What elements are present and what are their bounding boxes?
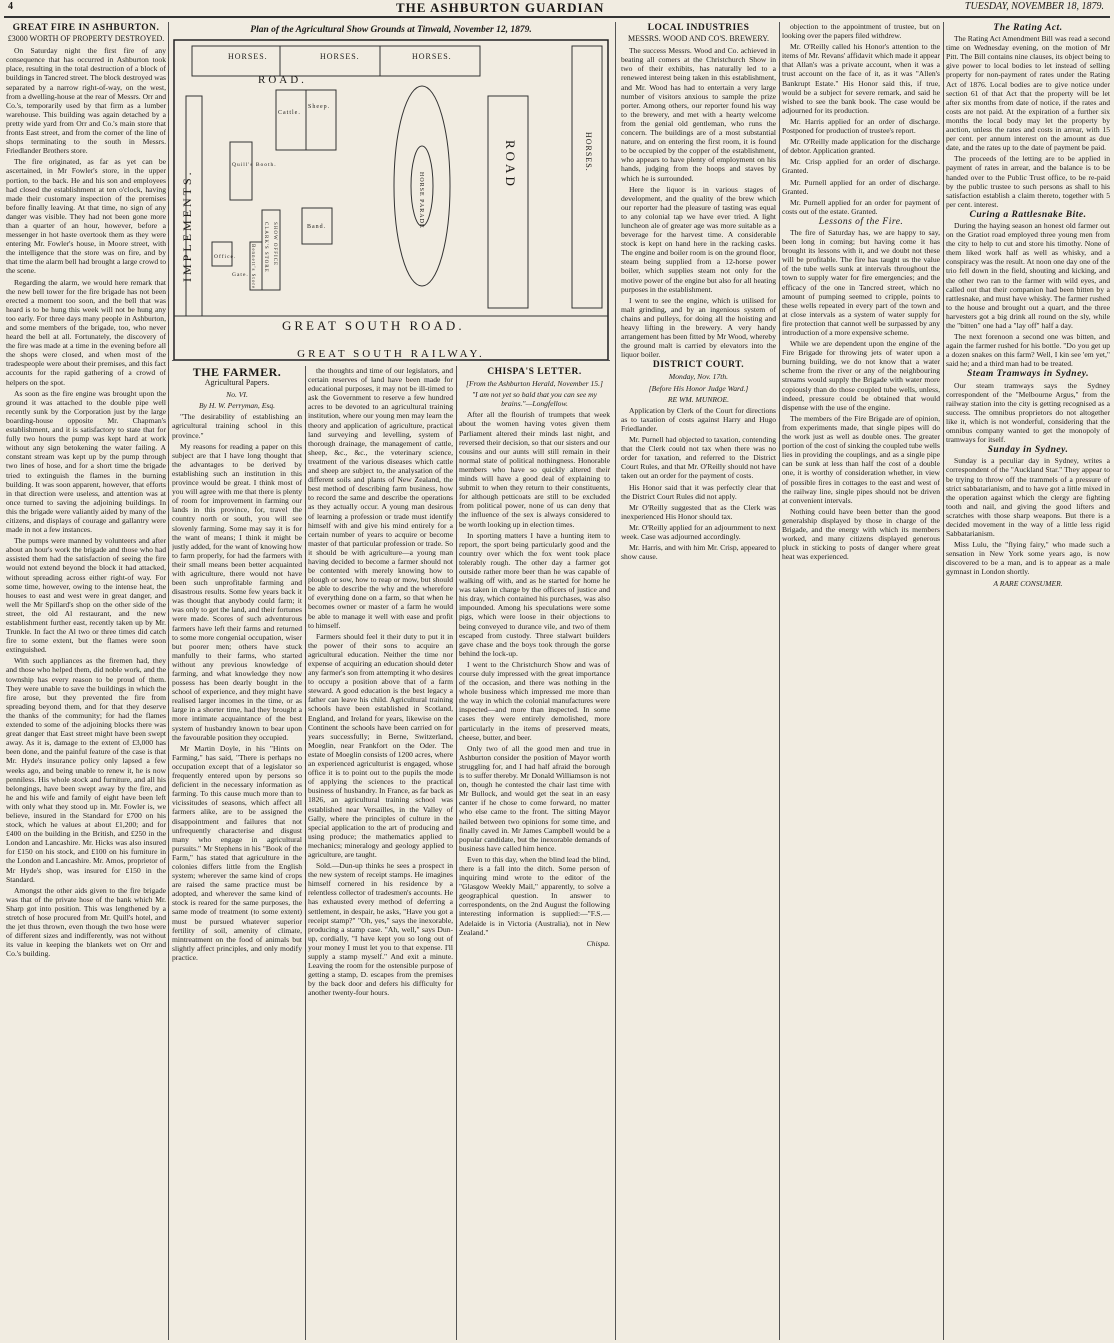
- paragraph: Application by Clerk of the Court for directions as to taxation of costs against Harry and Hugo Friedlander.: [621, 405, 776, 433]
- headline-district-court: DISTRICT COURT.: [652, 360, 745, 371]
- show-grounds-plan: [172, 22, 610, 360]
- label-horse-parade: HORSE PARADE: [418, 172, 424, 229]
- footer-note: A RARE CONSUMER.: [993, 578, 1063, 588]
- column-divider: [615, 22, 616, 1340]
- paragraph: Miss Lulu, the "flying fairy," who made such a sensation in New York some years ago, is now discovered to be a man, and is to appear as a male gymnast in London shortly.: [946, 540, 1110, 577]
- masthead-rule: [4, 16, 1110, 18]
- headline-fire: GREAT FIRE IN ASHBURTON.: [12, 23, 160, 33]
- paragraph: Mr. Purnell applied for an order for payment of costs out of the estate. Granted.: [782, 197, 940, 216]
- paragraph: Farmers should feel it their duty to put it in the power of their sons to acquire an agricultural education. Neither the time nor expense of acquiring an education should deter any farmer's son from attempting it who desires to occupy a position above that of a farm steward. A good education is the best legacy a father can leave his child. Agricultural training schools have been established in Scotland, England, and Ireland for years, likewise on the Continent the schools have been carried on for years successfully; in Berne, Switzerland, Moeglin, near Frankfort on the Oder. The estate of Moeglin consists of 1200 acres, where an experienced agriculturist is engaged, whose office it is to point out to the pupils the mode of applying the sciences to the practical business of husbandry. In France, as far back as 1826, an agricultural training school was established near Versailles, in the Valley of Gally, where the principles of culture in the special application to the art of producing and using produce; the mathematics applied to mechanics; mineralogy and geology applied to agriculture, are taught.: [308, 631, 453, 859]
- subhead-brewery: MESSRS. WOOD AND CO'S. BREWERY.: [628, 34, 769, 44]
- paragraph: The Rating Act Amendment Bill was read a second time on Wednesday evening, on the motion of Mr Pitt. The Bill contains nine clauses, its object being to give power to local bodies to let instead of selling property for non-payment of rates under the Rating Act of 1876. Local bodies are to give notice under section 61 of that Act that the property will be let after six months from date of notice, if the rates and costs are not paid. At the expiration of a further six months the local body may let the property by auction, unless the rates and costs in arrear, with 15 per cent. per annum interest on the amount as due date, and the rates up to the date of payment be paid.: [946, 34, 1110, 153]
- label-great-south-road: GREAT SOUTH ROAD.: [282, 318, 465, 333]
- paragraph: The proceeds of the letting are to be applied in payment of rates in arrear, and the balance is to be handed over to the Public Trust office, to be re-paid by the public trustee to such persons as shall to his satisfaction establish a claim thereto, together with 5 per cent. interest.: [946, 154, 1110, 209]
- paragraph: Regarding the alarm, we would here remark that the new bell tower for the fire brigade has not been erected a moment too soon, and the bell that was heard is to be hung this week will not be hung any too early. For three days many people in Ashburton, and some members of the brigade, too, who never heard the bell at all. Fortunately, the discovery of the fire was made at a time in the evening before all the shops were closed, and when most of the tradespeople were about their premises, and this fact accounts for the rapid gathering of a crowd of helpers on the spot.: [6, 277, 166, 387]
- paragraph: Mr. Purnell had objected to taxation, contending that the Clerk could not tax when there was no order for taxation, and referred to the District Court Rules, and that Mr. O'Reilly should not have taken out an order for the payment of costs.: [621, 435, 776, 481]
- court-date: Monday, Nov. 17th.: [668, 372, 729, 382]
- paragraph: While we are dependent upon the engine of the Fire Brigade for throwing jets of water upon a burning building, we do not know that a water scheme from the river or any of the neighbouring streams would supply the Brigade with water more copiously than do those coupled tube wells, unless, indeed, pressure could be obtained that would dispense with the use of the engine.: [782, 339, 940, 412]
- label-horses-2: HORSES.: [320, 52, 360, 61]
- paragraph: Even to this day, when the blind lead the blind, there is a fall into the ditch. Some person of inquiring mind wrote to the editor of the "Glasgow Weekly Mail," apparently, to solve a geographical question. In answer to correspondents, on the 2nd August the following interesting information is supplied:—"F.S.—Adelaide is in Victoria (Australia), not in New Zealand.": [459, 854, 610, 937]
- label-band: Band.: [307, 224, 327, 230]
- masthead: [4, 0, 1110, 16]
- column-divider: [943, 22, 944, 1340]
- headline-steam-tramways: Steam Tramways in Sydney.: [966, 369, 1090, 380]
- column-rating-act: [946, 22, 1110, 1340]
- label-quills-booth: Quill's Booth.: [232, 162, 277, 168]
- paragraph: Mr. O'Reilly applied for an adjournment to next week. Case was adjourned accordingly.: [621, 522, 776, 541]
- paragraph: Here the liquor is in various stages of development, and the quality of the brew which our reporter had the pleasure of tasting was equal to any colonial tap we have ever tried. A light luncheon ale of greater age was more suitable as a beverage for the harvest time. A considerable stock is kept on hand here in the racking casks. The engine and boiler room is on the ground floor, steam being supplied from a 12-horse power boiler, which supplies steam not only for the motive power of the engine but also for all heating purposes in the establishment.: [621, 184, 776, 294]
- paragraph: objection to the appointment of trustee, but on looking over the papers filed withdrew.: [782, 22, 940, 41]
- label-horses-1: HORSES.: [228, 52, 268, 61]
- paragraph: Mr. Purnell applied for an order of discharge. Granted.: [782, 177, 940, 196]
- headline-lessons-of-fire: Lessons of the Fire.: [818, 216, 904, 227]
- paragraph: The fire originated, as far as yet can be ascertained, in Mr Fowler's store, in the upper portion, to the back. He and his son and employees had closed the establishment at ten o'clock, having made their customary inspection of the premises before finally leaving. At that time, no sign of any danger was visible. They had not been gone more than a quarter of an hour, however, before a messenger in hot haste overtook them as they were entering Mr. Fowler's house, in Moore street, with the intelligence that the store was on fire, and by that time the alarm bell had brought a large crowd to the scene.: [6, 157, 166, 276]
- signoff: Chispa.: [586, 938, 610, 948]
- label-great-south-railway: GREAT SOUTH RAILWAY.: [297, 348, 485, 360]
- label-bennetts-store: Bennett's Store.: [250, 244, 255, 292]
- page-number: 4: [8, 1, 13, 12]
- paper-number: No. VI.: [226, 390, 248, 400]
- column-chispa: [459, 366, 610, 1340]
- paragraph: As soon as the fire engine was brought upon the ground it was attached to the double pipe well recently sunk by the Corporation just by the large boarding-house opposite Mr. Chapman's establishment, and it is satisfactory to state that for fully two hours the pump was kept hard at work without any sign betokening the water failing. A constant stream was kept up by the pump through two lines of hose, and for a short time the brigade tried to extinguish the flames in the burning building. It was soon apparent, however, that efforts in that direction were useless, and attention was at once turned to saving the adjoining buildings. In this the brigade were valiantly aided by many of the citizens, and displays of courage and gallantry were made in not a few instances.: [6, 388, 166, 535]
- label-office: Office.: [214, 254, 237, 260]
- column-divider: [456, 366, 457, 1340]
- byline: By H. W. Perryman, Esq.: [198, 401, 276, 411]
- label-horses-vertical: HORSES.: [584, 132, 593, 172]
- label-show-office: SHOW OFFICE: [272, 222, 277, 267]
- paragraph: Only two of all the good men and true in Ashburton consider the position of Mayor worth struggling for, and I had half afraid the borough is to suffer thereby. Mr Donald Williamson is not on, though he contested the chair last time with Mr Bullock, and would get the seat in an easy canter if he chose to come forward, no matter who else came to the front. The sitting Mayor hailed between two opinions for some time, and finally caved in. Mr James Campbell would be a popular candidate, but the inexorable demands of business have called him hence.: [459, 743, 610, 853]
- paper-name: THE ASHBURTON GUARDIAN: [396, 0, 605, 15]
- court-judge: [Before His Honor Judge Ward.]: [648, 383, 749, 393]
- label-clarks-store: CLARK'S STORE: [263, 222, 268, 273]
- paragraph: The next forenoon a second one was bitten, and again the farmer rushed for his bottle. "Do you get up a dozen snakes on this farm? Well, I kin see 'em yet," said he; and a third man had to be treated.: [946, 332, 1110, 369]
- paragraph: Amongst the other aids given to the fire brigade was that of the private hose of the bank which Mr. Sharp got into position. This was lengthened by a stretch of hose procured from Mr. Quill's hotel, and the jet thus thrown, even though the two hose were of different sizes and indifferently, was not without its value in keeping the blankets wet on Orr and Co.'s building.: [6, 885, 166, 959]
- paragraph: In sporting matters I have a hunting item to report, the sport being particularly good and the country over which the fox went took place tolerably rough. The other day a farmer got outside rather more beer than he was capable of walking off with, and as he started for home he was taken in charge by the officers of justice and his dray, which contained his purchases, was also impounded. Among his speculations were some pigs, which were loose in their objections to being conveyed to durance vile, and two of them escaped from custody. Three stalwart builders gave chase and the boys took through the gorse behind the lock-up.: [459, 530, 610, 658]
- label-horses-3: HORSES.: [412, 52, 452, 61]
- plan-title: Plan of the Agricultural Show Grounds at Tinwald, November 12, 1879.: [250, 25, 532, 35]
- paragraph: Sunday is a peculiar day in Sydney, writes a correspondent of the "Auckland Star." They appear to be trying to throw off the trammels of a pressure of strict sabbatarianism, and to have got a little mixed in the operation against which the clergy are fighting tooth and nail, and giving the good lifters and scratches with those sharp weapons. But there is a decided movement in the way of a little less rigid Sabbatarianism.: [946, 456, 1110, 539]
- headline-farmer: THE FARMER.: [192, 366, 282, 379]
- column-fire-report: [6, 22, 166, 1340]
- paragraph: On Saturday night the first fire of any consequence that has occurred in Ashburton took place, resulting in the total destruction of a block of buildings in Tancred street. The block destroyed was separated by a narrow right-of-way, on the west, from a dwelling-house at the rear of Messrs. Orr and Co.'s, temporarily used by that firm as a lumber warehouse. This building was again detached by a pretty wide yard from Orr and Co.'s main store that fronts East street, and from the corner of the line of shops terminating to the south in Messrs. Friedlander Brothers store.: [6, 46, 166, 156]
- column-divider: [168, 22, 169, 1340]
- label-implements: IMPLEMENTS.: [180, 169, 194, 282]
- column-court-and-fire-lessons: [782, 22, 940, 1340]
- source-note: [From the Ashburton Herald, November 15.]: [466, 379, 603, 389]
- paragraph: His Honor said that it was perfectly clear that the District Court Rules did not apply.: [621, 482, 776, 501]
- headline-chispa: CHISPA'S LETTER.: [487, 367, 582, 377]
- paragraph: the thoughts and time of our legislators, and certain reserves of land have been made for educational purposes, it may not be ill-timed to ask the Government to reserve a few hundred acres to be devoted to an agricultural training institution, where our young men may learn the theory and application of agriculture, practical land surveying and levelling, system of thorough drainage, the management of cattle, sheep, &c., &c., the veterinary science, treatment of the various diseases which cattle and sheep are subject to, the analysation of the different soils and plants of New Zealand, the best method of describing farm business, how to record the same and describe the operations as they actually occur. A young man desirous of learning a profession or trade must identify himself with and give his mind entirely for a certain number of years to acquire or become master of that particular profession or trade. So it should be with agriculture—a young man having decided to become a farmer should not be contented with merely knowing how to plough or sow, how to reap or mow, but should be able to describe the why and the wherefore of everything done on a farm, so that when he becomes owner or master of a farm he would be able to manage it well with ease and profit to himself.: [308, 366, 453, 630]
- headline-rattlesnake: Curing a Rattlesnake Bite.: [969, 209, 1087, 220]
- paragraph: The members of the Fire Brigade are of opinion, from experiments made, that single pipes will do the work just as well as double ones. The greater portion of the cost of sinking the coupled tube wells lies in providing the couplings, and as a single pipe can be sunk at less than half the cost of a double one, it is worthy of consideration whether, in view of possible fires in cottages to the east and west of the railway line, single pipes should not be driven at convenient intervals.: [782, 413, 940, 505]
- paragraph: The fire of Saturday has, we are happy to say, been long in coming; but having come it has brought its lessons with it, and we doubt not these will be profitable. The fire has taught us the value of the tube wells sunk at intervals throughout the town to supply water for fire emergencies; and the efficacy of the one in Tancred street, which no amount of pumping seemed to cripple, points to these wells repeated in every part of the town and at close intervals as a system of water supply for fire protection that cannot well be surpassed by any introduction of a more expensive scheme.: [782, 227, 940, 337]
- paragraph: After all the flourish of trumpets that week about the women having votes given them Parliament altered their minds last night, and reversed their decision, so that our sisters and our cousins and our aunts will still remain in their normal state of political nothingness. Honorable members who have so quickly altered their minds will have a good deal of explaining to submit to when they return to their constituents, for although petticoats are still to be excluded from political power, none of us can deny that the influence of the sex is always considered to be worth looking up in election times.: [459, 410, 610, 529]
- paragraph: I went to see the engine, which is utilised for malt grinding, and by an ingenious system of chains and pulleys, for doing all the hoisting and heavy lifting in the brewery. A very handy arrangement has been fitted by Mr Wood, whereby the ground malt is carried by elevators into the liquor boiler.: [621, 295, 776, 360]
- paragraph: Mr Martin Doyle, in his "Hints on Farming," has said, "There is perhaps no occupation except that of a legislator so frequently entered upon by persons so deficient in the necessary information as farming. To this cause much more than to vicissitudes of seasons, which affect all farmers alike, are to be assigned the disappointment and failures that not unfrequently characterise and disgust many who engage in agricultural pursuits." Mr Stephens in his "Book of the Farm," has stated that agriculture in the colonies differs little from the English system; wherever the same kind of crops are raised the same practice must be adopted, and wherever the same kind of stock is reared for the same purposes, the same mode of treatment (to some extent) must be pursued whatever superior fertility of soil, amenity of climate, mintreatment on the food of animals but slightly affect principles, and only modify practice.: [172, 743, 302, 962]
- motto: "I am not yet so bald that you can see my brains."—Longfellow.: [471, 390, 598, 409]
- subhead-papers: Agricultural Papers.: [204, 378, 270, 388]
- column-farmer: [172, 366, 302, 1340]
- paragraph: Our steam tramways says the Sydney correspondent of the "Melbourne Argus," from the railway station into the city is getting recognised as a success. The omnibus proprietors do not altogether like it, which is not wonderful, considering that the omnibus company wanted to get the monopoly of tramways for itself.: [946, 380, 1110, 445]
- label-road-vertical: ROAD: [503, 140, 518, 189]
- paragraph: Mr. Harris applied for an order of discharge. Postponed for production of trustee's report.: [782, 116, 940, 136]
- paragraph: During the haying season an honest old farmer out on the Gratiot road employed three young men from the city to help to cut and store his timothy. None of them liked work half as well as whisky, and a conspiracy was the result. At noon one day one of the trio fell down in the field, shouting and kicking, and the other two ran to the farmer with wild eyes, and called out that their companion had been bitten by a rattlesnake, and must have whisky. The farmer rushed to the house and brought out a quart, and the three harvesters got a big drink all round on the sly, while the "bitten" one had a "lay off" half a day.: [946, 220, 1110, 330]
- paragraph: With such appliances as the firemen had, they and those who helped them, did noble work, and the township has every reason to be proud of them. They were unable to save the buildings in which the fire arose, but they prevented the fire from spreading beyond them, and for that they deserve the thanks of the community; for had the flames extended to some of the adjoining blocks there was great danger that East street might have been swept away. As it is, damage to the extent of £3,000 has been done, and the painful feature of the case is that Mr. Hyde's insurance policy only lapsed a few weeks ago, and being unable to renew it, he is now penniless. His whole stock and furniture, and all his belongings, have been swept away by the fire, and he and his wife and family of eight have been left with only what they stood up in. Mr. Fowler is, we believe, insured in the Standard for £700 on his stock, which he values at about £1,200; and for £400 on the building in the British, and £250 in the London and Lancashire. Mr. Hicks was also insured for £150 on his stock, and £100 on his furniture in the London and Lancashire. Mr. Amos, proprietor of Mr Hyde's shop, was insured for £150 in the Standard.: [6, 656, 166, 884]
- paragraph: "The desirability of establishing an agricultural training school in this province.": [172, 412, 302, 440]
- paragraph: Mr. Harris, and with him Mr. Crisp, appeared to show cause.: [621, 543, 776, 562]
- paragraph: Mr. O'Reilly made application for the discharge of debtor. Application granted.: [782, 137, 940, 156]
- label-road: ROAD.: [258, 74, 307, 86]
- column-farmer-continued: [308, 366, 453, 1340]
- paragraph: Mr. O'Reilly called his Honor's attention to the items of Mr. Revans' affidavit which made it appear that Allan's was a private account, when it was a trust account on the face of it, as it was "Allen's Bankrupt Estate." His Honor said this, if true, would be a subject for severe remark, and said he wished to see the bank book. The case would be adjourned for its production.: [782, 42, 940, 115]
- paragraph: I went to the Christchurch Show and was of course duly impressed with the great importance of the occasion, and there was nothing in the whole business which impressed me more than the way in which the colonial manufactures were inspected—and more than inspected. In some cases they were entirely demolished, more particularly in the items of preserved meats, cheese, butter, and beer.: [459, 659, 610, 742]
- paragraph: Mr O'Reilly suggested that as the Clerk was inexperienced His Honor should tax.: [621, 502, 776, 521]
- paragraph: My reasons for reading a paper on this subject are that I have long thought that the advantages to be derived by establishing such an institution in this province would be great. I think most of you will agree with me that there is plenty of room for improvement in farming our lands in this province, for, travel the country north or south, you will see slovenly farming. Some may say it is for the want of means; I think it might be justly added, for the want of knowing how to farm properly, for had the farmers with their small means been better acquainted with agriculture, there would not have been such unprofitable farming and disastrous results. Some few years back it was thought that anybody could farm; it was only to get the land, and their fortunes were made. Scores of such adventurous farmers have left their farms and returned to some more congenial occupation, wiser but poorer men; others have stuck manfully to their farms, who started without any previous knowledge of farming, and what knowledge they now possess has been dearly bought in the school of experience, and they might have realised larger incomes in the time, or as large in a shorter time, had they brought a more intimate acquaintance of the best system of husbandry known to bear upon the favourable position they occupied.: [172, 441, 302, 742]
- plan-bottom-rule: [172, 360, 610, 361]
- paragraph: The success Messrs. Wood and Co. achieved in beating all comers at the Christchurch Show in two of their exhibits, has naturally led to a renewed interest being taken in this establishment, and Mr. Wood has had to entertain a very large number of visitors anxious to sample the prize porter. Among others, our reporter found his way to the brewery, and met with a hearty welcome from the genial old gentleman, who runs the concern. The buildings are of a most substantial nature, and on entering the first room, it is found to be occupied by the copper of the establishment, who appears to have plenty of employment on his hands, judging from the hoops and staves by which he is surrounded.: [621, 46, 776, 183]
- paragraph: Nothing could have been better than the good generalship displayed by those in charge of the Brigade, and the energy with which its members worked, and many citizens displayed generous pluck in sticking to posts of danger where great heat was experienced.: [782, 506, 940, 562]
- column-local-industries: [621, 22, 776, 1340]
- subhead-fire: £3000 WORTH OF PROPERTY DESTROYED.: [7, 34, 165, 44]
- headline-local-industries: LOCAL INDUSTRIES: [647, 23, 750, 33]
- label-gate: Gate.: [232, 272, 249, 278]
- paragraph: Mr. Crisp applied for an order of discharge. Granted.: [782, 157, 940, 176]
- label-cattle: Cattle.: [278, 110, 301, 116]
- column-divider: [779, 22, 780, 1340]
- headline-rating-act: The Rating Act.: [993, 23, 1063, 33]
- label-sheep: Sheep.: [308, 104, 331, 110]
- column-divider: [305, 366, 306, 1340]
- headline-sunday-in-sydney: Sunday in Sydney.: [987, 445, 1069, 456]
- paragraph: Sold.—Dun-up thinks he sees a prospect in the new system of receipt stamps. He imagines himself cornered in his residence by a relentless collector of tradesmen's accounts. He has exhausted every method of deferring a settlement, in despair, he asks, "Have you got a receipt stamp?" "Oh, yes," says the inexorable, producing a stamp case. "Ah, well," says Dun-up, cordially, "I have kept you so long out of your money I must let you to that expense. I'll supply a stamp myself." And exit a minute. Leaving the room for the ostensible purpose of getting a stamp, D. escapes from the premises by the back door and defers his difficulty for another twenty-four hours.: [308, 861, 453, 998]
- court-case: RE WM. MUNROE.: [667, 394, 730, 404]
- paragraph: The pumps were manned by volunteers and after about an hour's work the brigade and those who had assisted them had the satisfaction of seeing the fire would not extend beyond the block it had attacked, without spreading across either right-of way. For some time, however, owing to the intense heat, the houses to east and west were in great danger, and well the Mr Spillard's shop on the other side of the street, the old Al restaurant, and the new establishment further east, recently taken up by Mr. Trunkle. In fact the Al two or three times did catch fire to some extent, but the flames were soon extinguished.: [6, 536, 166, 655]
- issue-date: TUESDAY, NOVEMBER 18, 1879.: [964, 1, 1104, 12]
